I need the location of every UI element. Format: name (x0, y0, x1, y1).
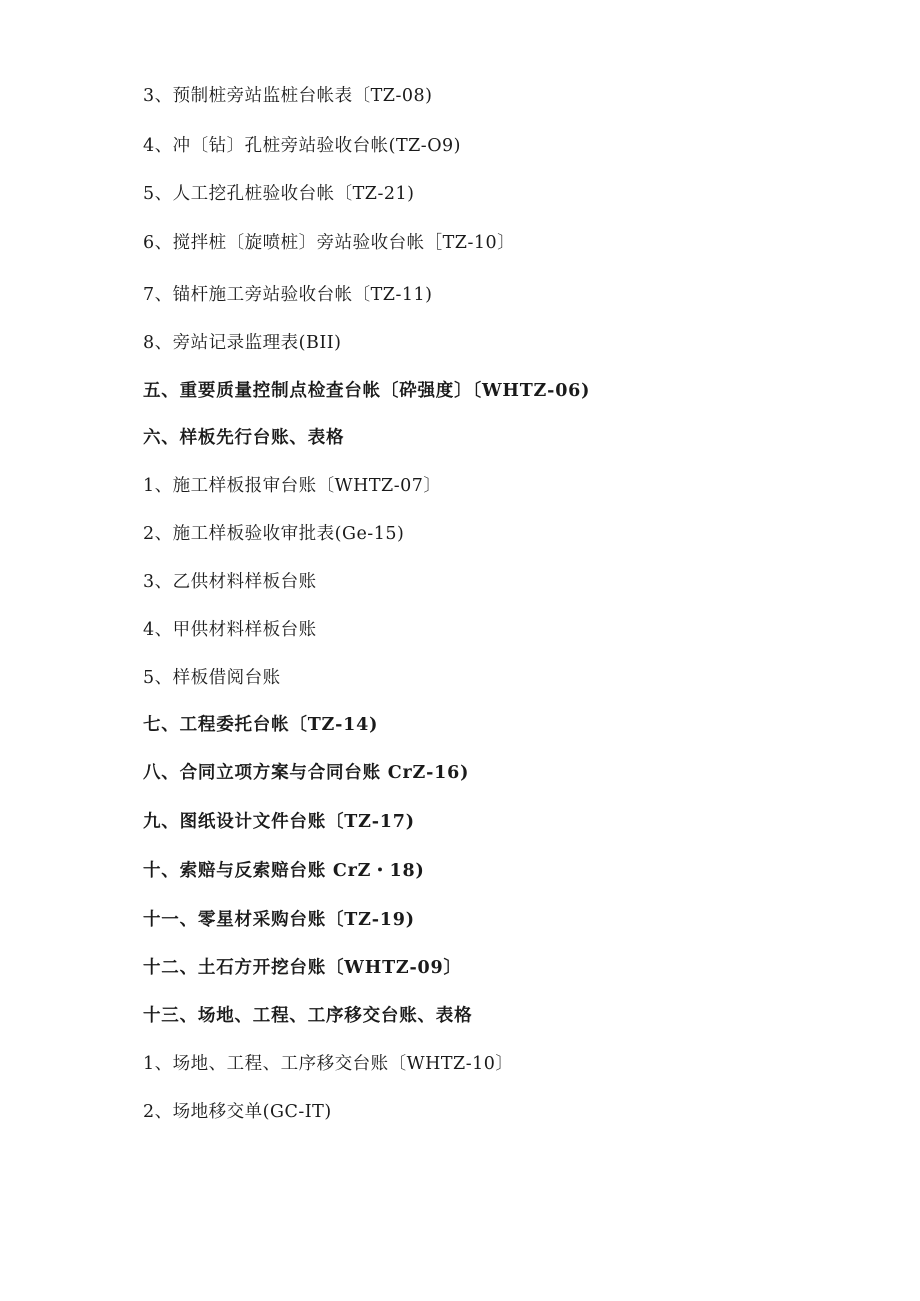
section-heading: 十、索赔与反索赔台账 CrZ・18) (143, 861, 425, 881)
section-heading: 九、图纸设计文件台账〔TZ-17) (143, 812, 415, 832)
list-item: 8、旁站记录监理表(BII) (143, 333, 342, 353)
list-item: 4、冲〔钻〕孔桩旁站验收台帐(TZ-O9) (143, 136, 462, 156)
list-item: 3、乙供材料样板台账 (143, 572, 317, 592)
section-heading: 六、样板先行台账、表格 (143, 428, 345, 448)
section-heading: 十二、土石方开挖台账〔WHTZ-09〕 (143, 958, 462, 978)
list-item: 2、施工样板验收审批表(Ge-15) (143, 524, 405, 544)
section-heading: 十三、场地、工程、工序移交台账、表格 (143, 1006, 473, 1026)
list-item: 6、搅拌桩〔旋喷桩〕旁站验收台帐［TZ-10〕 (143, 233, 516, 253)
list-item: 3、预制桩旁站监桩台帐表〔TZ-08) (143, 86, 433, 106)
list-item: 1、场地、工程、工序移交台账〔WHTZ-10〕 (143, 1054, 514, 1074)
list-item: 7、锚杆施工旁站验收台帐〔TZ-11) (143, 285, 433, 305)
list-item: 4、甲供材料样板台账 (143, 620, 317, 640)
list-item: 5、人工挖孔桩验收台帐〔TZ-21) (143, 184, 415, 204)
section-heading: 七、工程委托台帐〔TZ-14) (143, 715, 379, 735)
list-item: 1、施工样板报审台账〔WHTZ-07〕 (143, 476, 442, 496)
list-item: 2、场地移交单(GC-IT) (143, 1102, 332, 1122)
list-item: 5、样板借阅台账 (143, 668, 281, 688)
section-heading: 五、重要质量控制点检查台帐〔砕强度〕〔WHTZ-06) (143, 381, 591, 401)
section-heading: 十一、零星材采购台账〔TZ-19) (143, 910, 415, 930)
section-heading: 八、合同立项方案与合同台账 CrZ-16) (143, 763, 470, 783)
